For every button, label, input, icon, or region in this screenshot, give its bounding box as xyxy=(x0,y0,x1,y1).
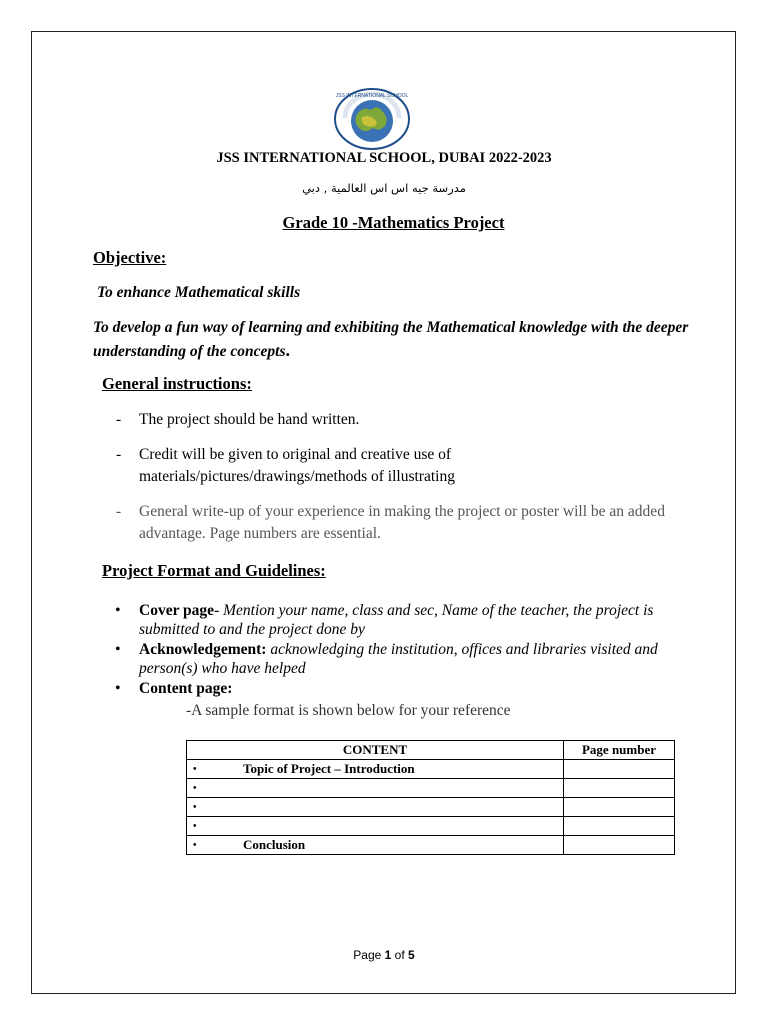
header-content: CONTENT xyxy=(187,741,564,760)
objective-line-2 xyxy=(93,317,693,363)
table-header-row xyxy=(187,741,675,760)
footer-current-page: 1 xyxy=(384,948,392,962)
table-row xyxy=(187,798,675,817)
project-title: Grade 10 -Mathematics Project xyxy=(282,213,505,232)
row-page xyxy=(564,836,675,855)
row-bullet: • xyxy=(193,763,197,775)
dash-marker: - xyxy=(116,411,122,428)
format-item-label: Content page: xyxy=(139,680,233,697)
row-bullet: • xyxy=(193,820,197,832)
row-page xyxy=(564,779,675,798)
row-content: Conclusion xyxy=(243,837,306,852)
content-table xyxy=(186,740,675,855)
instruction-item xyxy=(116,501,676,545)
table-row xyxy=(187,779,675,798)
bullet-marker: • xyxy=(115,641,121,658)
row-bullet: • xyxy=(193,839,197,851)
instruction-text: The project should be hand written. xyxy=(139,411,360,428)
page-footer xyxy=(0,948,768,962)
objective-line-1: To enhance Mathematical skills xyxy=(97,284,301,301)
format-item-text: - Mention your name, class and sec, Name of the teacher, the project is submitted to and the project done by xyxy=(139,602,654,638)
bullet-marker: • xyxy=(115,602,121,619)
table-row xyxy=(187,817,675,836)
project-format-heading: Project Format and Guidelines: xyxy=(102,561,326,580)
school-logo xyxy=(333,88,411,150)
instruction-text: Credit will be given to original and creative use of materials/pictures/drawings/methods of illustrating xyxy=(139,446,455,485)
dash-marker: - xyxy=(116,446,122,463)
row-page xyxy=(564,817,675,836)
row-content: Topic of Project – Introduction xyxy=(243,761,415,776)
dash-marker: - xyxy=(116,503,122,520)
general-instructions-heading: General instructions: xyxy=(102,374,252,393)
objective-heading: Objective: xyxy=(93,248,167,267)
format-item-acknowledgement xyxy=(115,640,685,678)
objective-line-2-text: To develop a fun way of learning and exhibiting the Mathematical knowledge with the deeper understanding of the concepts xyxy=(93,319,689,360)
table-row xyxy=(187,836,675,855)
school-name-arabic: مدرسة جيه اس اس العالمية , دبي xyxy=(302,181,466,195)
format-item-content-page xyxy=(115,679,685,698)
objective-line-2-period: . xyxy=(285,340,290,360)
footer-page-word: Page xyxy=(353,948,382,962)
bullet-marker: • xyxy=(115,680,121,697)
format-bullet-list xyxy=(115,601,685,699)
sample-format-note: -A sample format is shown below for your reference xyxy=(186,702,511,719)
format-item-label: Acknowledgement: xyxy=(139,641,267,658)
instruction-item xyxy=(116,444,536,488)
footer-total-pages: 5 xyxy=(408,948,415,962)
footer-of-word: of xyxy=(394,948,405,962)
row-page xyxy=(564,798,675,817)
format-item-label: Cover page xyxy=(139,602,215,619)
table-row xyxy=(187,760,675,779)
school-name: JSS INTERNATIONAL SCHOOL, DUBAI 2022-2023 xyxy=(216,150,552,166)
row-page xyxy=(564,760,675,779)
format-item-cover-page xyxy=(115,601,685,639)
header-page-number: Page number xyxy=(564,741,675,760)
row-bullet: • xyxy=(193,801,197,813)
instruction-text: General write-up of your experience in making the project or poster will be an added advantage. Page numbers are essential. xyxy=(139,503,665,542)
svg-text:JSS INTERNATIONAL SCHOOL: JSS INTERNATIONAL SCHOOL xyxy=(335,93,409,99)
instruction-item xyxy=(116,409,676,431)
row-bullet: • xyxy=(193,782,197,794)
format-item-text: acknowledging the institution, offices and libraries visited and person(s) who have helped xyxy=(139,641,658,677)
